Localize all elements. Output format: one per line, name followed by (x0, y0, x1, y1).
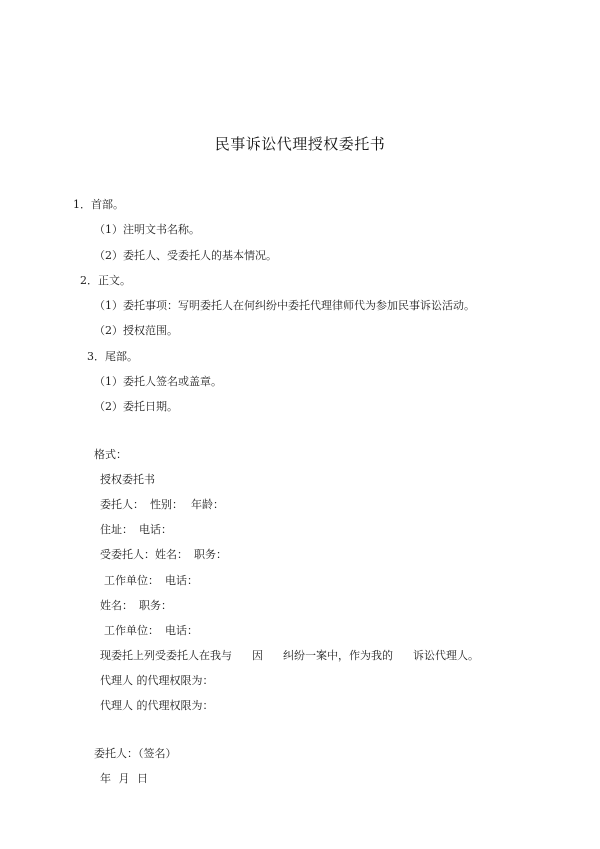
entrust-part-2: 因 (252, 649, 263, 662)
entrust-statement (100, 649, 479, 663)
section-3-item-1: （1）委托人签名或盖章。 (94, 375, 222, 388)
agent-line (100, 548, 227, 562)
section-1-heading: 1．首部。 (73, 198, 124, 211)
address-line (100, 523, 172, 537)
format-label: 格式： (94, 448, 127, 461)
section-3-heading: 3．尾部。 (87, 350, 138, 363)
phone-label-2: 电话： (165, 574, 198, 587)
workplace-line (104, 574, 198, 588)
name-label: 姓名： (155, 548, 188, 561)
section-2-item-1: （1）委托事项：写明委托人在何纠纷中委托代理律师代为参加民事诉讼活动。 (94, 299, 475, 312)
age-label: 年龄： (191, 498, 224, 511)
workplace-line-2 (104, 624, 198, 638)
section-1-item-1: （1）注明文书名称。 (94, 223, 200, 236)
principal-label: 委托人： (100, 498, 144, 511)
entrust-part-4: 诉讼代理人。 (413, 649, 479, 662)
gender-label: 性别： (150, 498, 183, 511)
position-label-2: 职务： (139, 599, 172, 612)
agent-label: 受委托人： (100, 548, 155, 561)
section-1-item-2: （2）委托人、受委托人的基本情况。 (94, 249, 277, 262)
workplace-label-2: 工作单位： (104, 624, 159, 637)
principal-line (100, 498, 224, 512)
date-line: 年 月 日 (100, 772, 148, 785)
position-label: 职务： (194, 548, 227, 561)
signature-label: 委托人：（签名） (94, 747, 177, 760)
name-label-2: 姓名： (100, 599, 133, 612)
phone-label-3: 电话： (165, 624, 198, 637)
section-3-item-2: （2）委托日期。 (94, 400, 178, 413)
agent2-line (100, 599, 172, 613)
section-2-heading: 2．正文。 (80, 274, 131, 287)
workplace-label: 工作单位： (104, 574, 159, 587)
phone-label: 电话： (139, 523, 172, 536)
section-2-item-2: （2）授权范围。 (94, 324, 178, 337)
address-label: 住址： (100, 523, 133, 536)
agent-authority-1: 代理人 的代理权限为： (100, 674, 214, 687)
format-doc-name: 授权委托书 (100, 473, 155, 486)
agent-authority-2: 代理人 的代理权限为： (100, 699, 214, 712)
document-title: 民事诉讼代理授权委托书 (214, 135, 386, 153)
entrust-part-3: 纠纷一案中，作为我的 (283, 649, 393, 662)
entrust-part-1: 现委托上列受委托人在我与 (100, 649, 232, 662)
